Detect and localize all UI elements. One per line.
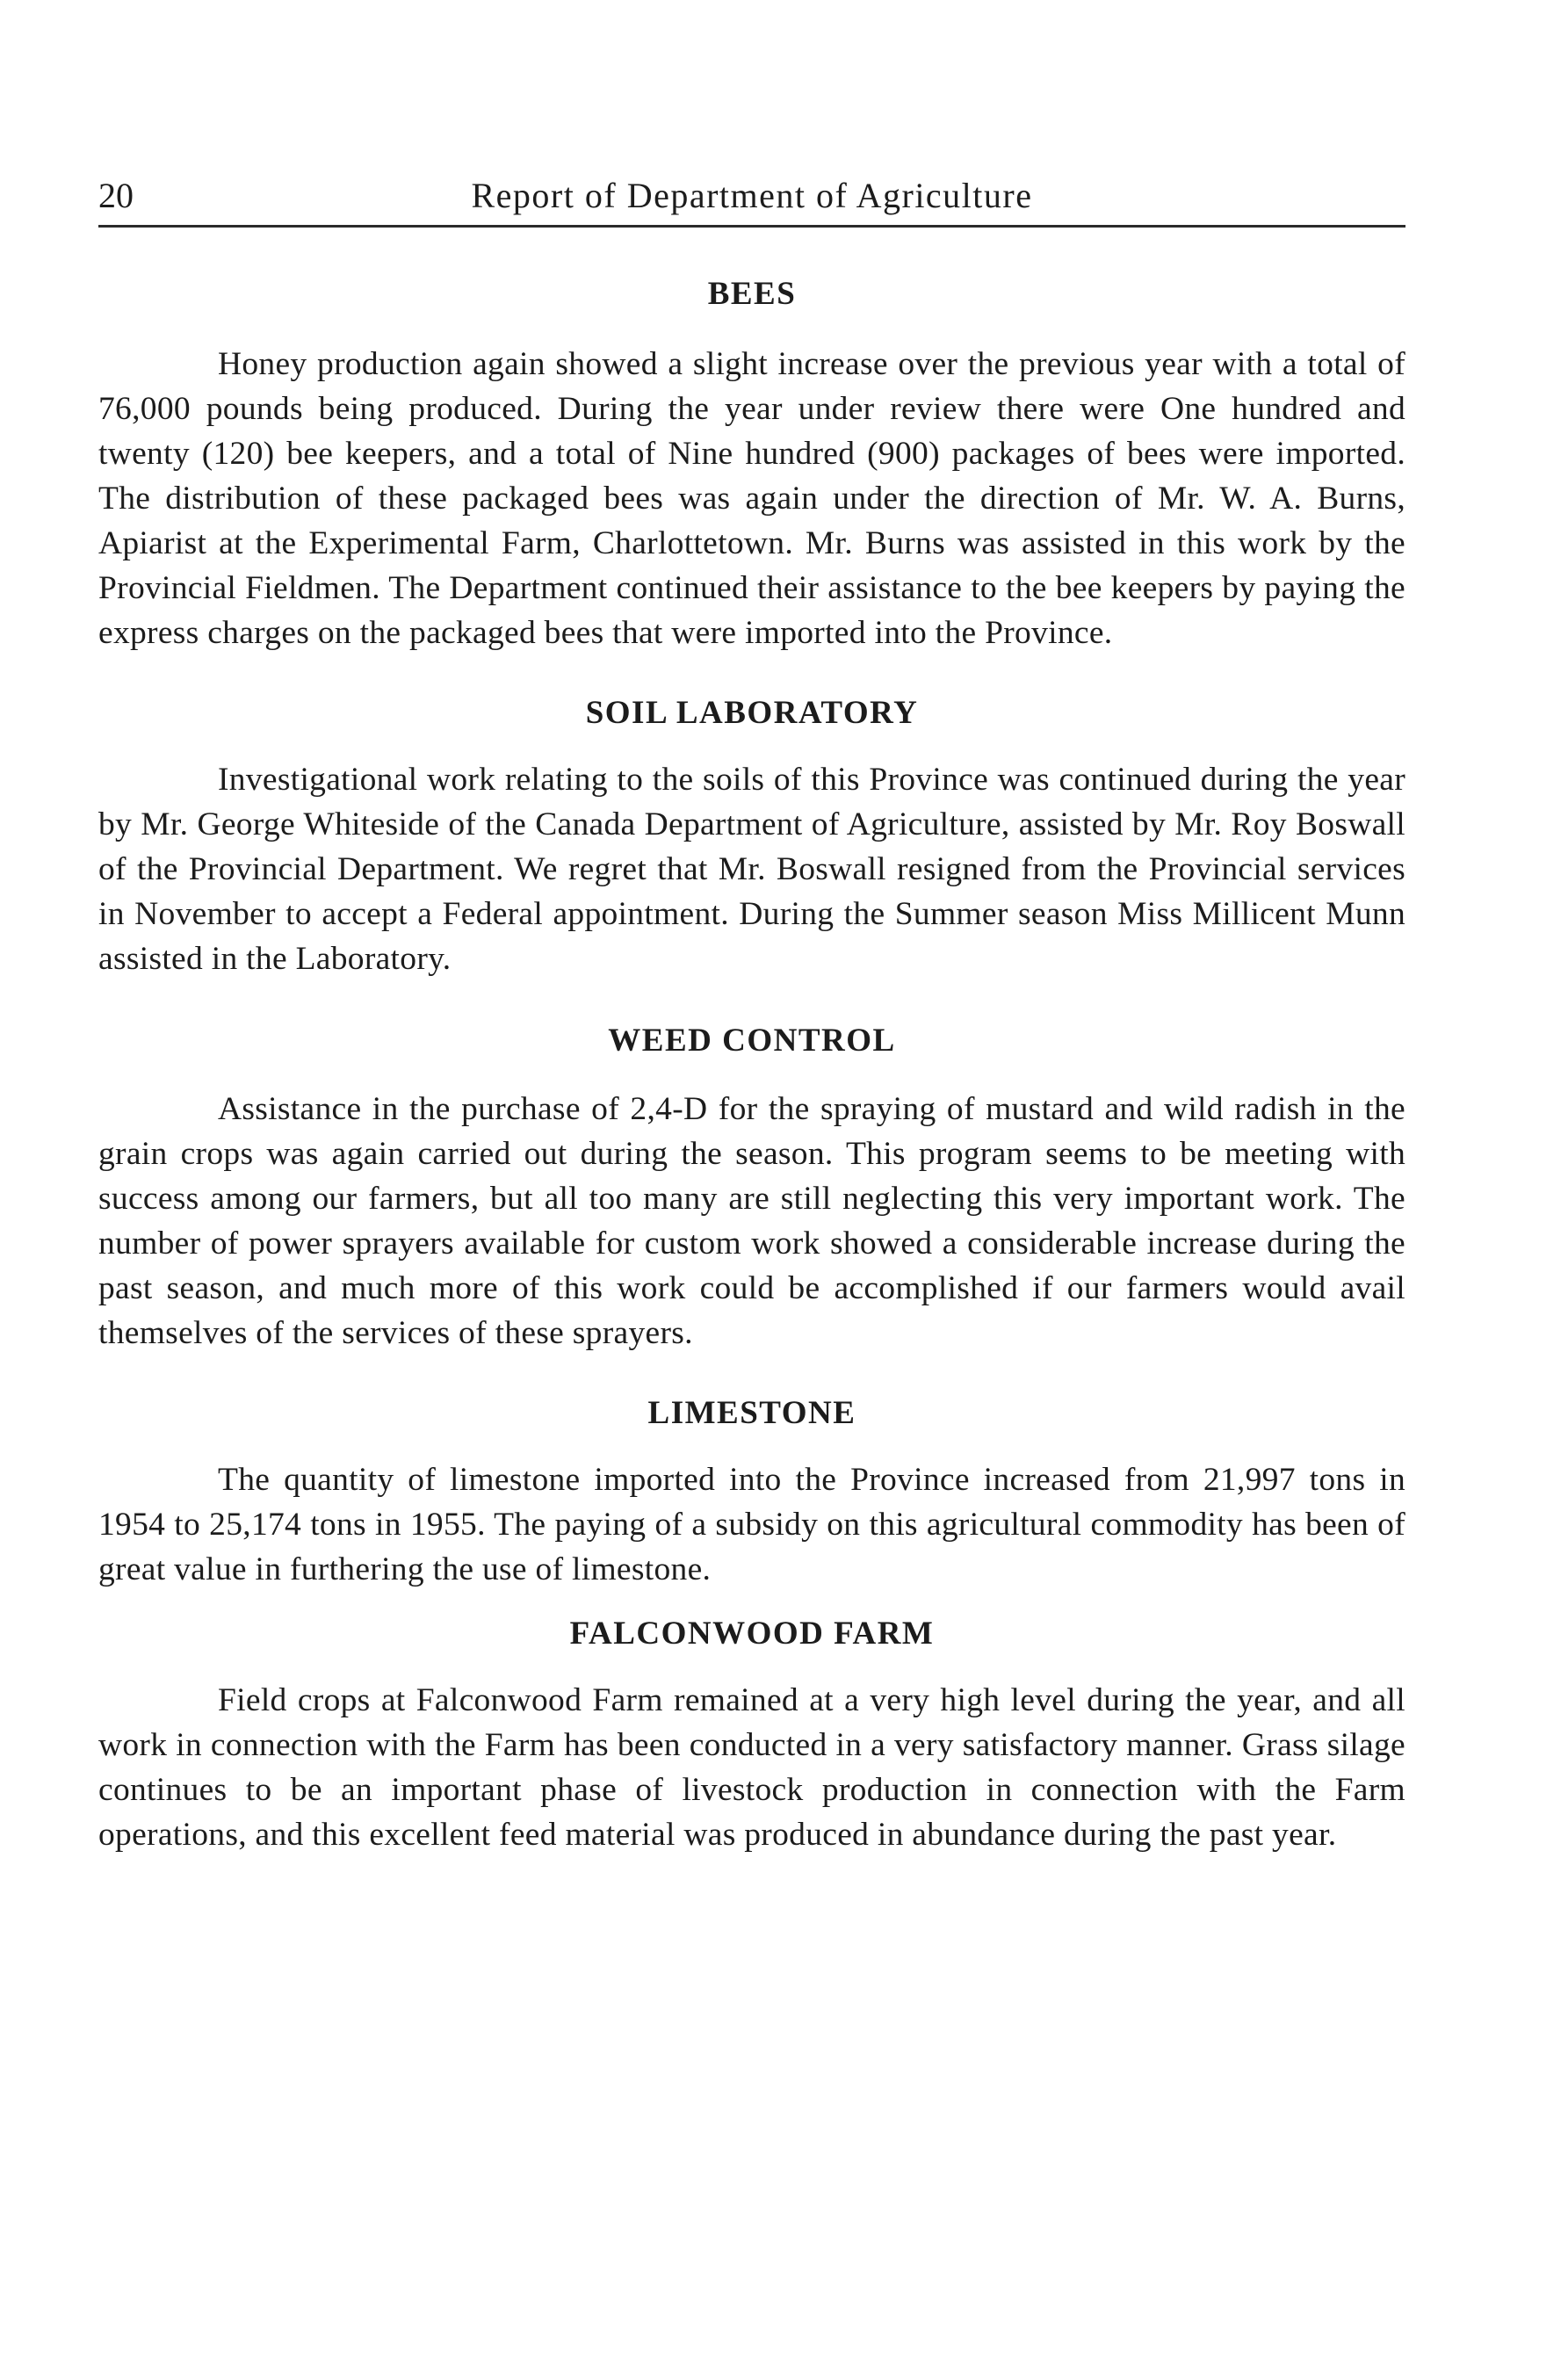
section-paragraph-soil-laboratory: Investigational work relating to the soils of this Province was continued during the year by Mr. George Whiteside of the Canada Department of Agriculture, assisted by Mr. Roy Boswall of the Provincial Department. We regret that Mr. Boswall resigned from the Provincial services in November to accept a Federal appointment. During the Summer season Miss Millicent Munn assisted in the Laboratory. — [98, 762, 1405, 977]
section-paragraph-weed-control: Assistance in the purchase of 2,4-D for the spraying of mustard and wild radish in the grain crops was again carried out during the season. This program seems to be meeting with success among our farmers, but all too many are still neglecting this very important work. The number of power sprayers available for custom work showed a considerable increase during the past season, and much more of this work could be accomplished if our farmers would avail themselves of the services of these sprayers. — [98, 1091, 1405, 1351]
running-title: Report of Department of Agriculture — [471, 176, 1033, 215]
section-heading-soil-laboratory: SOIL LABORATORY — [585, 695, 919, 731]
section-weed-control — [98, 981, 1405, 1356]
section-paragraph-falconwood-farm: Field crops at Falconwood Farm remained at a very high level during the year, and all work in connection with the Farm has been conducted in a very satisfactory manner. Grass silage continues to be an important phase of livestock production in connection with the Farm operations, and this excellent feed material was produced in abundance during the past year. — [98, 1682, 1405, 1853]
section-heading-falconwood-farm: FALCONWOOD FARM — [569, 1616, 935, 1652]
section-heading-limestone: LIMESTONE — [647, 1395, 856, 1431]
report-page — [98, 167, 1405, 1857]
section-soil-laboratory — [98, 655, 1405, 981]
section-limestone — [98, 1356, 1405, 1592]
section-falconwood-farm — [98, 1592, 1405, 1857]
running-head — [98, 167, 1405, 228]
section-heading-bees: BEES — [707, 276, 797, 312]
section-bees — [98, 228, 1405, 655]
section-heading-weed-control: WEED CONTROL — [608, 1023, 896, 1059]
section-paragraph-bees: Honey production again showed a slight increase over the previous year with a total of 76,000 pounds being produced. During the year under review there were One hundred and twenty (120) bee keepers, and a total of Nine hundred (900) packages of bees were imported. The distribution of these packaged bees was again under the direction of Mr. W. A. Burns, Apiarist at the Experimental Farm, Charlottetown. Mr. Burns was assisted in this work by the Provincial Fieldmen. The Department continued their assistance to the bee keepers by paying the express charges on the packaged bees that were imported into the Province. — [98, 346, 1405, 651]
page-number: 20 — [98, 176, 134, 215]
section-paragraph-limestone: The quantity of limestone imported into the Province increased from 21,997 tons in 1954 to 25,174 tons in 1955. The paying of a subsidy on this agricultural commodity has been of great value in furthering the use of limestone. — [98, 1462, 1405, 1587]
